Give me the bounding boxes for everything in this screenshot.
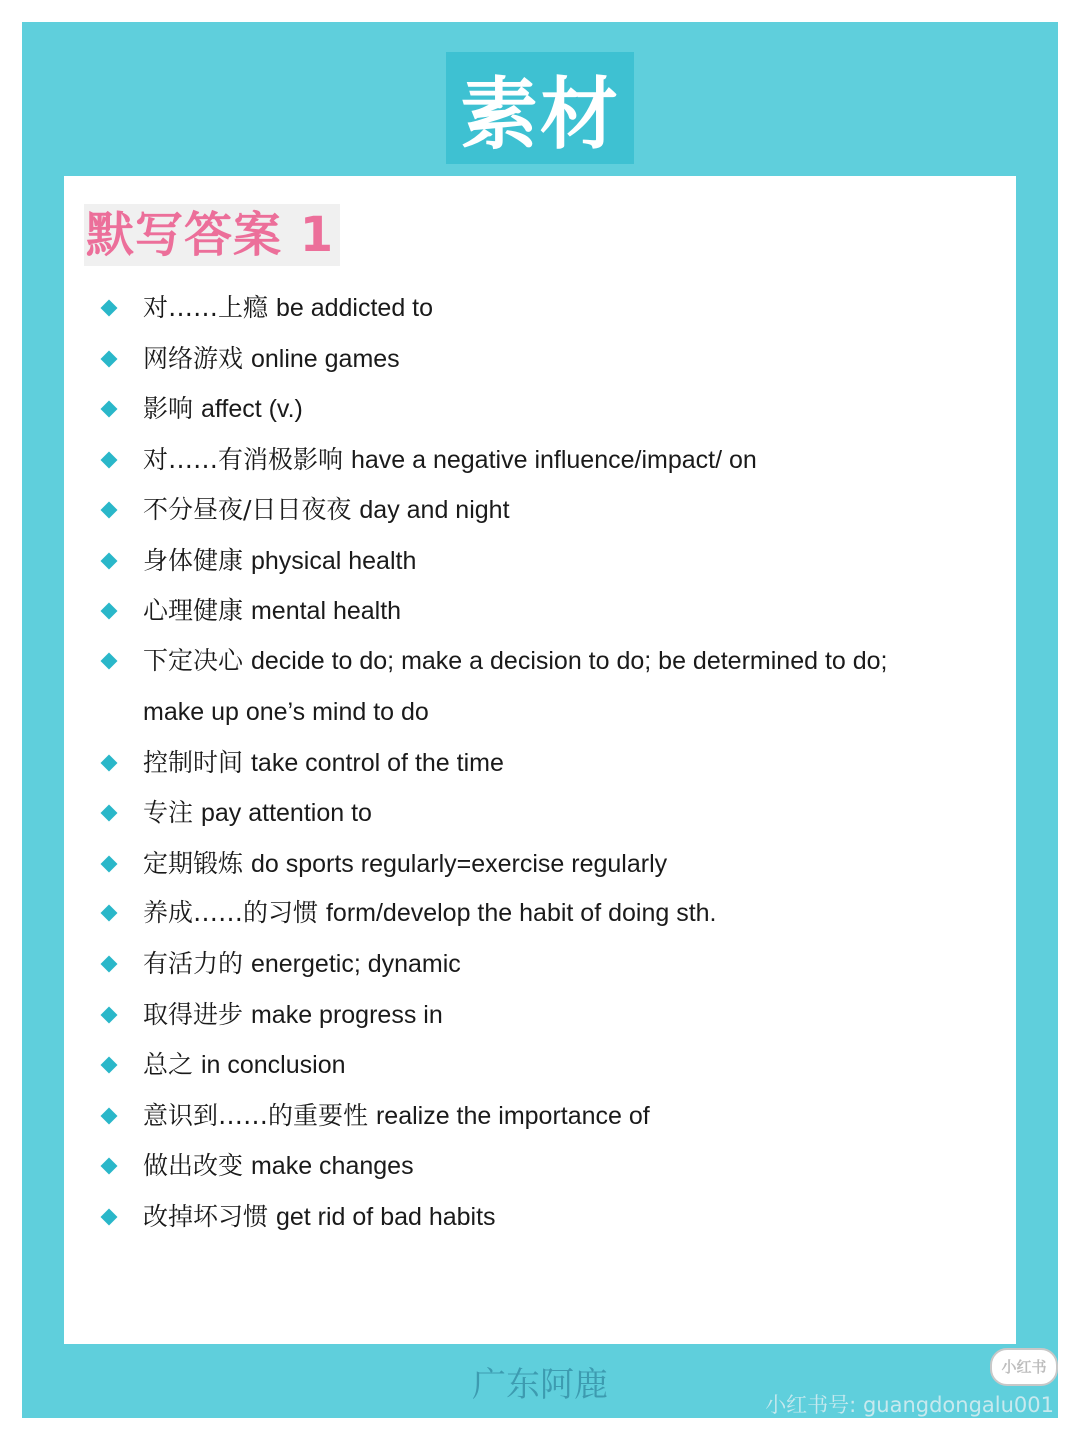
diamond-bullet-icon (101, 905, 118, 922)
diamond-bullet-icon (101, 401, 118, 418)
vocab-chinese: 不分昼夜/日日夜夜 (143, 495, 352, 524)
section-title: 默写答案 1 (84, 204, 340, 266)
vocab-entry (143, 341, 400, 377)
vocab-english: form/develop the habit of doing sth. (325, 899, 717, 927)
xiaohongshu-logo: 小红书 (990, 1348, 1058, 1386)
vocab-english: decide to do; make a decision to do; be determined to do; (250, 647, 888, 675)
vocab-entry (143, 593, 401, 629)
vocab-chinese: 取得进步 (143, 1000, 244, 1029)
vocab-entry (143, 895, 717, 931)
list-item (100, 946, 960, 986)
vocab-english: physical health (250, 547, 417, 575)
vocab-chinese: 改掉坏习惯 (143, 1202, 269, 1231)
vocab-entry (143, 543, 416, 579)
diamond-bullet-icon (101, 1209, 118, 1226)
vocab-english: affect (v.) (200, 395, 303, 423)
vocab-chinese: 有活力的 (143, 949, 244, 978)
diamond-bullet-icon (101, 553, 118, 570)
vocab-english: pay attention to (200, 799, 372, 827)
list-item (100, 391, 960, 431)
diamond-bullet-icon (101, 1158, 118, 1175)
diamond-bullet-icon (101, 805, 118, 822)
vocab-entry (143, 643, 888, 679)
diamond-bullet-icon (101, 1108, 118, 1125)
vocab-chinese: 网络游戏 (143, 344, 244, 373)
vocab-english: make changes (250, 1152, 414, 1180)
vocab-english: realize the importance of (375, 1102, 650, 1130)
vocab-entry (143, 795, 372, 831)
vocab-chinese: 意识到……的重要性 (143, 1101, 369, 1130)
list-item (100, 290, 960, 330)
vocab-chinese: 对……上瘾 (143, 293, 269, 322)
diamond-bullet-icon (101, 956, 118, 973)
vocab-entry (143, 997, 443, 1033)
vocab-english-continuation: make up one’s mind to do (143, 698, 429, 726)
list-item (100, 795, 960, 835)
list-item (100, 341, 960, 381)
vocab-english: in conclusion (200, 1051, 346, 1079)
vocab-english: get rid of bad habits (275, 1203, 496, 1231)
vocab-entry (143, 946, 461, 982)
vocab-entry (143, 745, 504, 781)
vocab-chinese: 总之 (143, 1050, 194, 1079)
vocab-english: make progress in (250, 1001, 443, 1029)
diamond-bullet-icon (101, 351, 118, 368)
vocab-chinese: 心理健康 (143, 596, 244, 625)
vocab-chinese: 定期锻炼 (143, 849, 244, 878)
list-item (100, 1148, 960, 1188)
vocab-entry (143, 1148, 414, 1184)
vocab-english: energetic; dynamic (250, 950, 461, 978)
list-item (100, 846, 960, 886)
vocab-chinese: 养成……的习惯 (143, 898, 319, 927)
list-item (100, 745, 960, 785)
vocab-entry (143, 1047, 346, 1083)
diamond-bullet-icon (101, 1007, 118, 1024)
list-item (100, 442, 960, 482)
vocab-english: mental health (250, 597, 402, 625)
vocab-chinese: 影响 (143, 394, 194, 423)
diamond-bullet-icon (101, 653, 118, 670)
vocab-entry (143, 442, 757, 478)
vocab-entry (143, 1098, 650, 1134)
watermark-id: 小红书号: guangdongalu001 (765, 1393, 1054, 1417)
diamond-bullet-icon (101, 502, 118, 519)
page-title: 素材 (459, 70, 620, 160)
vocab-chinese: 做出改变 (143, 1151, 244, 1180)
diamond-bullet-icon (101, 452, 118, 469)
vocab-entry (143, 1199, 496, 1235)
vocab-english: do sports regularly=exercise regularly (250, 850, 668, 878)
diamond-bullet-icon (101, 755, 118, 772)
diamond-bullet-icon (101, 603, 118, 620)
list-item (100, 1199, 960, 1239)
list-item (100, 492, 960, 532)
list-item (100, 543, 960, 583)
vocab-chinese: 身体健康 (143, 546, 244, 575)
vocab-chinese: 下定决心 (143, 646, 244, 675)
list-item (100, 1047, 960, 1087)
vocab-english: day and night (359, 496, 510, 524)
list-item (100, 643, 960, 683)
vocab-english: take control of the time (250, 749, 504, 777)
vocab-english: be addicted to (275, 294, 434, 322)
list-item (100, 895, 960, 935)
diamond-bullet-icon (101, 1057, 118, 1074)
vocab-english: online games (250, 345, 400, 373)
vocab-entry (143, 846, 667, 882)
vocab-chinese: 控制时间 (143, 748, 244, 777)
list-item (100, 997, 960, 1037)
diamond-bullet-icon (101, 856, 118, 873)
vocab-chinese: 专注 (143, 798, 194, 827)
vocab-entry (143, 391, 303, 427)
diamond-bullet-icon (101, 300, 118, 317)
vocab-entry (143, 290, 433, 326)
vocab-english: have a negative influence/impact/ on (350, 446, 757, 474)
list-item (100, 593, 960, 633)
vocab-entry (143, 492, 510, 528)
author-signature: 广东阿鹿 (472, 1365, 608, 1405)
vocab-chinese: 对……有消极影响 (143, 445, 344, 474)
list-item (100, 1098, 960, 1138)
